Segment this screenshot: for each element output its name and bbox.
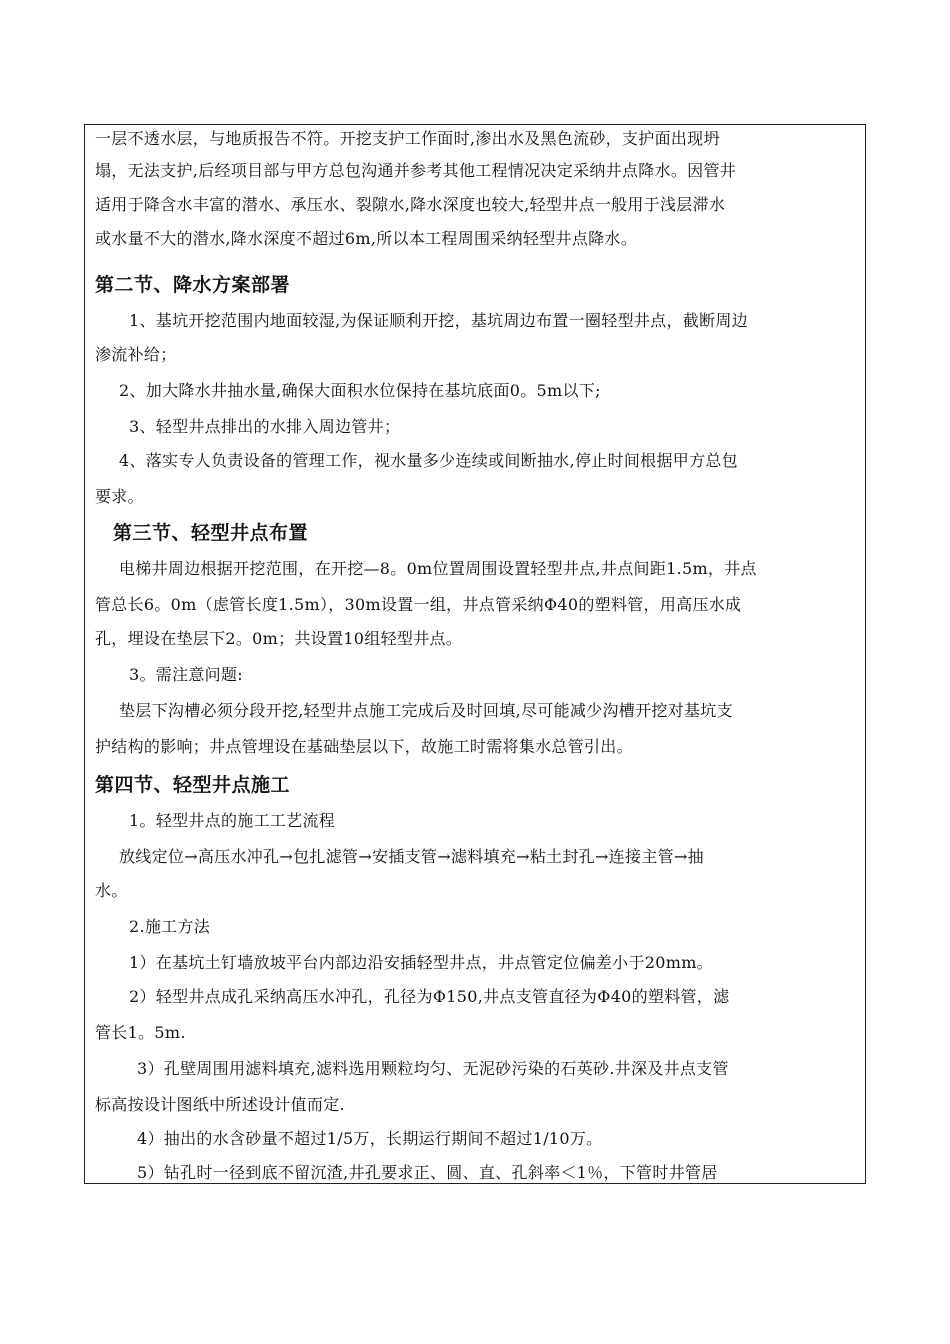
intro-line-2: 塌，无法支护,后经项目部与甲方总包沟通并参考其他工程情况决定采纳井点降水。因管井 [95, 161, 737, 180]
section-4-flow-cont: 水。 [95, 881, 128, 900]
section-3-para-1-cont-1: 管总长6。0m（虑管长度1.5m），30m设置一组，井点管采纳Φ40的塑料管，用高压水成 [95, 595, 742, 614]
section-4-method-1: 1）在基坑土钉墙放坡平台内部边沿安插轻型井点，井点管定位偏差小于20mm。 [129, 953, 713, 972]
section-2-item-2: 2、加大降水井抽水量,确保大面积水位保持在基坑底面0。5m以下; [119, 381, 601, 400]
section-2-item-1: 1、基坑开挖范围内地面较湿,为保证顺利开挖，基坑周边布置一圈轻型井点，截断周边 [129, 311, 748, 330]
section-4-method-3-cont: 标高按设计图纸中所述设计值而定. [95, 1095, 345, 1114]
section-2-item-4-cont: 要求。 [95, 487, 144, 506]
document-frame [84, 124, 866, 1184]
section-3-note-heading: 3。需注意问题: [129, 665, 243, 684]
section-3-para-2: 垫层下沟槽必须分段开挖,轻型井点施工完成后及时回填,尽可能减少沟槽开挖对基坑支 [119, 701, 733, 720]
section-4-heading: 第四节、轻型井点施工 [95, 774, 291, 796]
intro-line-4: 或水量不大的潜水,降水深度不超过6m,所以本工程周围采纳轻型井点降水。 [95, 229, 638, 248]
section-4-method-5: 5）钻孔时一径到底不留沉渣,井孔要求正、圆、直、孔斜率＜1％，下管时井管居 [137, 1163, 718, 1182]
intro-line-1: 一层不透水层，与地质报告不符。开挖支护工作面时,渗出水及黑色流砂，支护面出现坍 [95, 129, 720, 148]
section-4-method-4: 4）抽出的水含砂量不超过1/5万，长期运行期间不超过1/10万。 [137, 1129, 603, 1148]
section-4-subheading-1: 1。轻型井点的施工工艺流程 [129, 811, 336, 830]
section-2-heading: 第二节、降水方案部署 [95, 274, 291, 296]
section-3-para-1: 电梯井周边根据开挖范围，在开挖—8。0m位置周围设置轻型井点,井点间距1.5m，井点 [119, 559, 757, 578]
intro-line-3: 适用于降含水丰富的潜水、承压水、裂隙水,降水深度也较大,轻型井点一般用于浅层滞水 [95, 195, 726, 214]
section-3-para-2-cont: 护结构的影响；井点管埋设在基础垫层以下，故施工时需将集水总管引出。 [95, 737, 633, 756]
section-3-heading: 第三节、轻型井点布置 [113, 522, 309, 544]
section-2-item-3: 3、轻型井点排出的水排入周边管井； [129, 417, 401, 436]
section-2-item-1-cont: 渗流补给； [95, 345, 177, 364]
section-4-method-2-cont: 管长1。5m. [95, 1023, 186, 1042]
section-3-para-1-cont-2: 孔，埋设在垫层下2。0m；共设置10组轻型井点。 [95, 629, 463, 648]
section-4-method-3: 3）孔壁周围用滤料填充,滤料选用颗粒均匀、无泥砂污染的石英砂.井深及井点支管 [137, 1059, 729, 1078]
section-2-item-4: 4、落实专人负责设备的管理工作，视水量多少连续或间断抽水,停止时间根据甲方总包 [119, 451, 738, 470]
section-4-method-2: 2）轻型井点成孔采纳高压水冲孔，孔径为Φ150,井点支管直径为Φ40的塑料管，滤 [129, 987, 730, 1006]
section-4-flow: 放线定位→高压水冲孔→包扎滤管→安插支管→滤料填充→粘土封孔→连接主管→抽 [119, 847, 704, 866]
section-4-subheading-2: 2.施工方法 [129, 917, 211, 936]
